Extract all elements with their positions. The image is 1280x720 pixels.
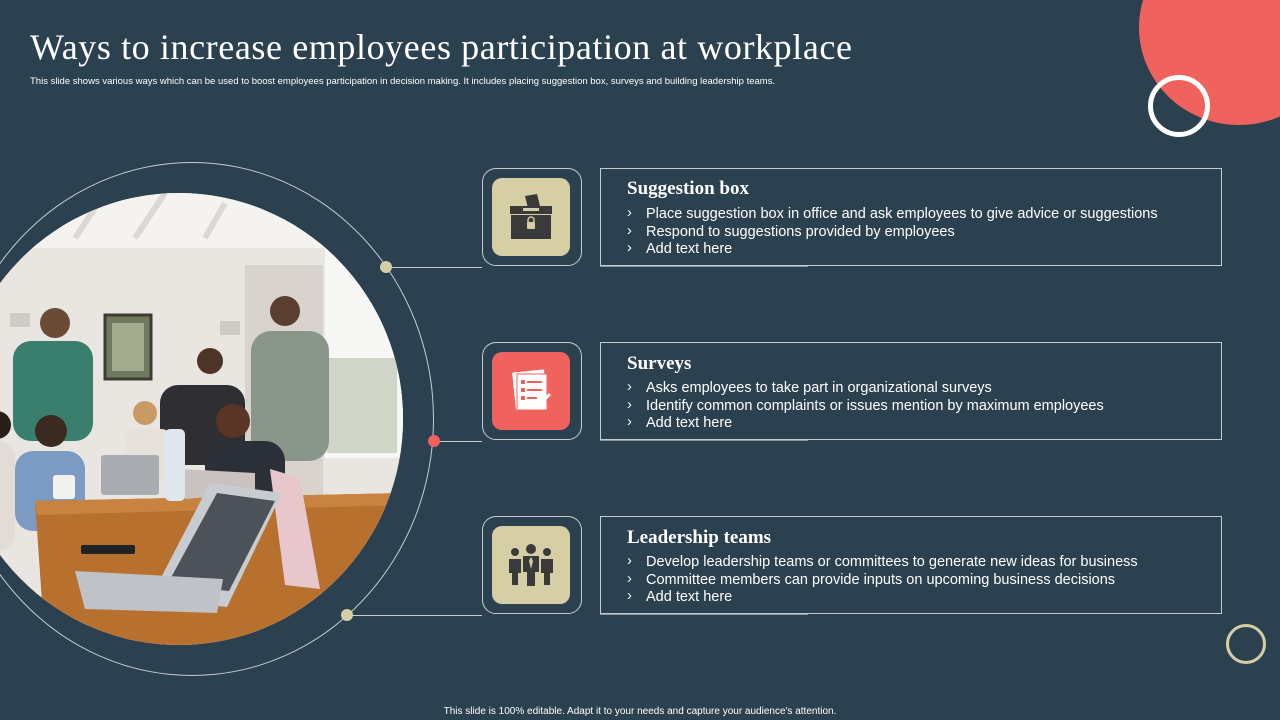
leadership-teams-icon-frame [482, 516, 582, 614]
bullet-item: › Develop leadership teams or committees to generate new ideas for business [627, 554, 1138, 572]
white-ring-decoration [1148, 75, 1210, 137]
bullet-item: › Asks employees to take part in organizational surveys [627, 380, 1104, 398]
connector-line-leadership [353, 615, 482, 616]
slide-subtitle: This slide shows various ways which can be used to boost employees participation in decision making. It includes placing suggestion box, surveys and building leadership teams. [30, 76, 776, 87]
suggestion-box-bullets [627, 206, 1158, 259]
slide-title: Ways to increase employees participation at workplace [30, 27, 853, 67]
bullet-item: › Place suggestion box in office and ask employees to give advice or suggestions [627, 206, 1158, 224]
leadership-teams-bullets [627, 554, 1138, 607]
leadership-teams-title: Leadership teams [627, 527, 772, 548]
bullet-item: › Committee members can provide inputs on upcoming business decisions [627, 572, 1138, 590]
survey-checklist-icon [508, 368, 554, 414]
slide-footer: This slide is 100% editable. Adapt it to your needs and capture your audience's attention. [443, 706, 837, 717]
suggestion-box-title: Suggestion box [627, 178, 749, 199]
team-leader-icon [507, 543, 555, 587]
leadership-teams-underline [600, 614, 808, 615]
leadership-teams-icon-tile [492, 526, 570, 604]
tan-ring-decoration [1226, 624, 1266, 664]
surveys-icon-frame [482, 342, 582, 440]
bullet-item: › Identify common complaints or issues mention by maximum employees [627, 398, 1104, 416]
surveys-title: Surveys [627, 353, 692, 374]
connector-dot-surveys [428, 435, 440, 447]
connector-dot-leadership [341, 609, 353, 621]
bullet-item: › Add text here [627, 241, 1158, 259]
suggestion-box-underline [600, 266, 808, 267]
bullet-item: › Add text here [627, 415, 1104, 433]
connector-line-suggestion [392, 267, 482, 268]
bullet-item: › Respond to suggestions provided by employees [627, 224, 1158, 242]
suggestion-box-icon-frame [482, 168, 582, 266]
suggestion-box-icon-tile [492, 178, 570, 256]
surveys-bullets [627, 380, 1104, 433]
surveys-icon-tile [492, 352, 570, 430]
surveys-underline [600, 440, 808, 441]
bullet-item: › Add text here [627, 589, 1138, 607]
connector-dot-suggestion [380, 261, 392, 273]
ballot-box-icon [507, 194, 555, 240]
connector-line-surveys [440, 441, 482, 442]
